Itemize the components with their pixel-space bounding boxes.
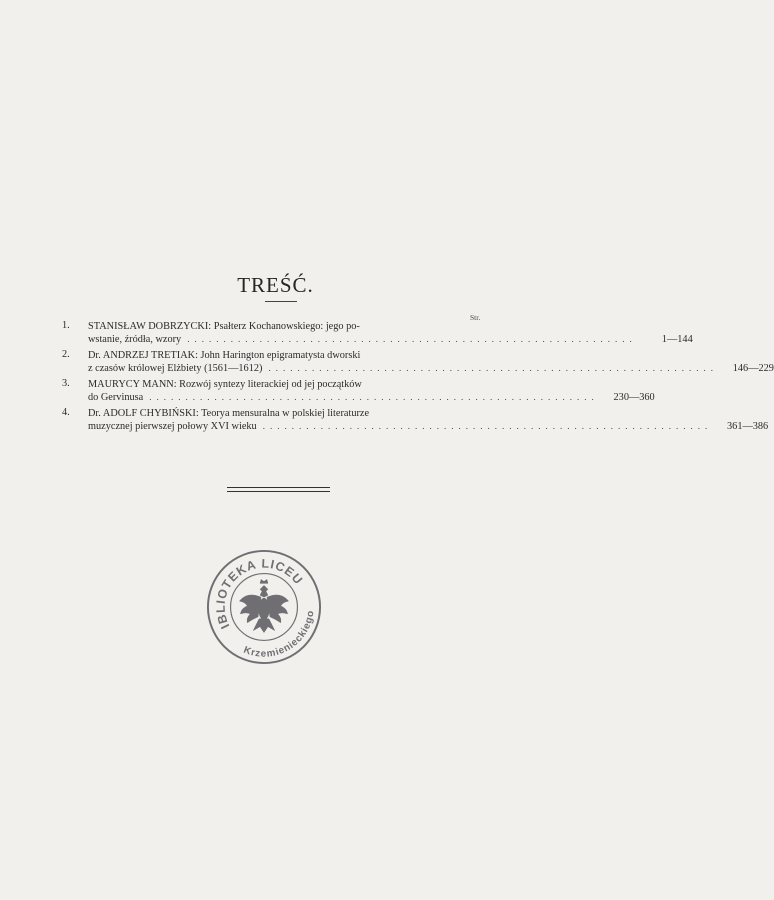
entry-title-line: MAURYCY MANN: Rozwój syntezy literackiej od jej początków [88, 379, 362, 390]
toc-entry [62, 349, 774, 374]
library-stamp [205, 548, 323, 666]
entry-number: 4. [62, 407, 70, 418]
show-through-bleed [70, 205, 490, 237]
toc-entry [62, 378, 655, 403]
toc-entry [62, 407, 769, 432]
entry-number: 3. [62, 378, 70, 389]
page-title: TREŚĆ. [237, 273, 314, 297]
entry-pages: 146—229 [732, 363, 774, 374]
separator-rule [227, 487, 330, 488]
entry-title-line: z czasów królowej Elżbiety (1561—1612) [88, 363, 263, 374]
stamp-top-text: BIBLIOTEKA LICEUM [213, 556, 306, 632]
entry-title-line: do Gervinusa [88, 392, 144, 403]
stamp-bottom-text: Krzemienieckiego [241, 610, 317, 660]
entry-number: 1. [62, 320, 70, 331]
entry-title-line: STANISŁAW DOBRZYCKI: Psałterz Kochanowskiego: jego po- [88, 321, 360, 332]
table-of-contents [62, 320, 774, 436]
entry-title-line: wstanie, źródła, wzory [88, 334, 182, 345]
entry-title-line: Dr. ANDRZEJ TRETIAK: John Harington epigramatysta dworski [88, 350, 361, 361]
separator-rule [227, 491, 330, 492]
title-rule [265, 301, 297, 302]
entry-pages: 361—386 [727, 421, 769, 432]
toc-entry [62, 320, 693, 345]
dot-leader: .............................................................. [187, 334, 637, 344]
dot-leader: .............................................................. [262, 421, 713, 431]
entry-title-line: muzycznej pierwszej połowy XVI wieku [88, 421, 257, 432]
entry-number: 2. [62, 349, 70, 360]
eagle-icon [239, 579, 288, 632]
dot-leader: .............................................................. [268, 363, 718, 373]
page-column-label: Str. [470, 313, 481, 322]
entry-title-line: Dr. ADOLF CHYBIŃSKI: Teorya mensuralna w polskiej literaturze [88, 408, 370, 419]
entry-pages: 230—360 [613, 392, 655, 403]
entry-pages: 1—144 [661, 334, 693, 345]
dot-leader: .............................................................. [149, 392, 599, 402]
